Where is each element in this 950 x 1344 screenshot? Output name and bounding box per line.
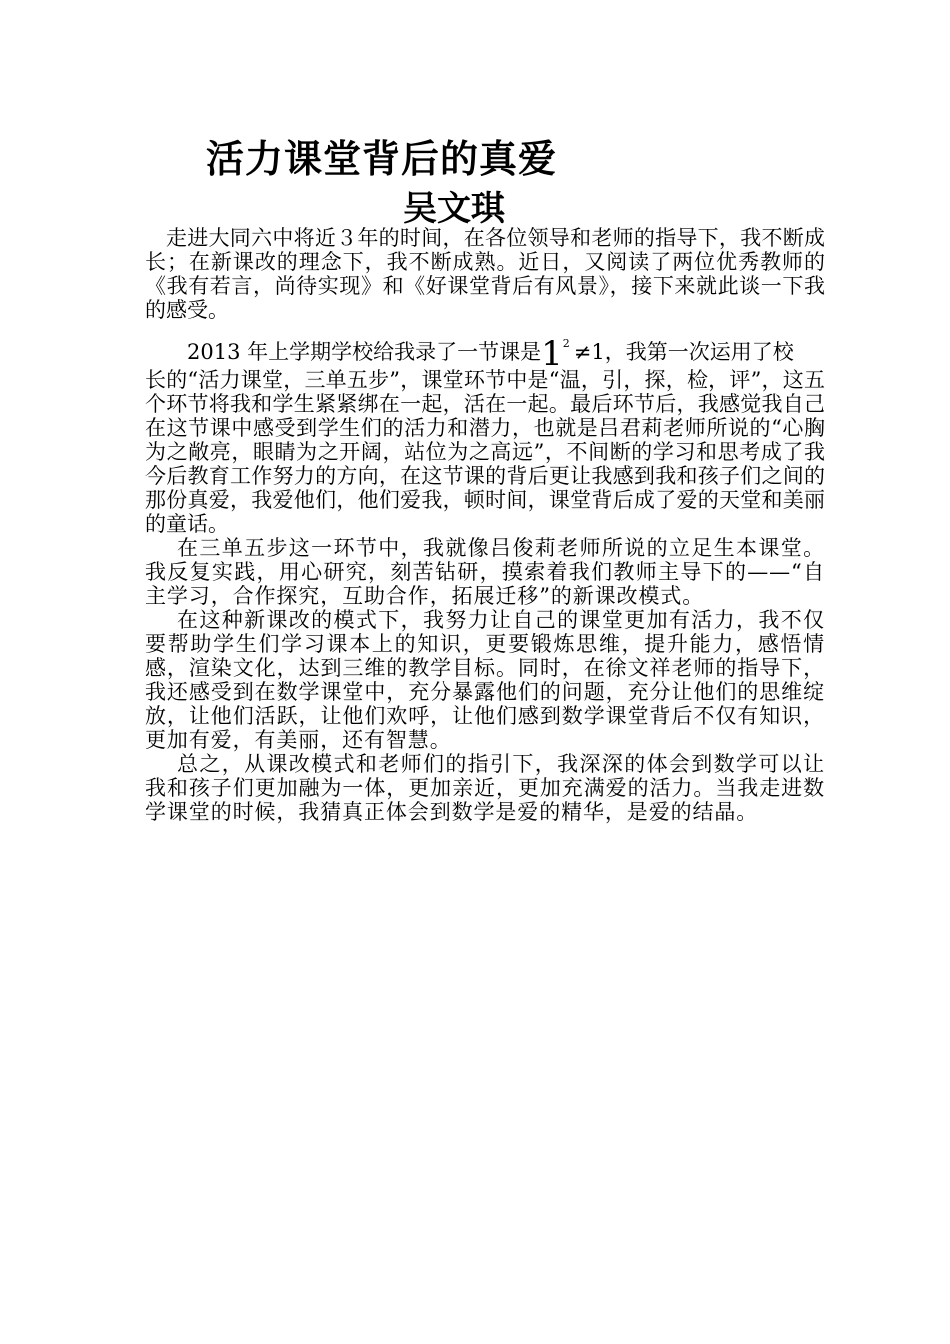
document-title: 活力课堂背后的真爱 bbox=[206, 136, 558, 181]
paragraph-2-lead: 2013 年上学期学校给我录了一节课是 bbox=[187, 340, 542, 364]
author-name: 吴文琪 bbox=[403, 189, 505, 229]
paragraph-2-rest: 长的“活力课堂，三单五步”，课堂环节中是“温，引，探，检，评”，这五个环节将我和学生紧紧绑在一起，活在一起。最后环节后，我感觉我自己在这节课中感受到学生们的活力和潜力，也就是吕君莉老师所说的“心胸为之敞亮，眼睛为之开阔，站位为之高远”，不间断的学习和思考成了我今后教育工作努力的方向，在这节课的背后更让我感到我和孩子们之间的那份真爱，我爱他们，他们爱我，顿时间，课堂背后成了爱的天堂和美丽的童话。 bbox=[145, 368, 825, 536]
paragraph-3: 在三单五步这一环节中，我就像吕俊莉老师所说的立足生本课堂。我反复实践，用心研究，刻苦钻研，摸索着我们教师主导下的——“自主学习，合作探究，互助合作，拓展迁移”的新课改模式。 bbox=[145, 536, 825, 608]
paragraph-2 bbox=[145, 328, 825, 536]
document-body bbox=[145, 226, 825, 824]
paragraph-1: 走进大同六中将近３年的时间，在各位领导和老师的指导下，我不断成长；在新课改的理念下，我不断成熟。近日，又阅读了两位优秀教师的《我有若言，尚待实现》和《好课堂背后有风景》，接下来就此谈一下我的感受。 bbox=[145, 226, 825, 322]
paragraph-2-lead-end: ≠1，我第一次运用了校 bbox=[573, 340, 794, 364]
paragraph-4: 在这种新课改的模式下，我努力让自己的课堂更加有活力，我不仅要帮助学生们学习课本上的知识，更要锻炼思维，提升能力，感悟情感，渲染文化，达到三维的教学目标。同时，在徐文祥老师的指导下，我还感受到在数学课堂中，充分暴露他们的问题，充分让他们的思维绽放，让他们活跃，让他们欢呼，让他们感到数学课堂背后不仅有知识，更加有爱，有美丽，还有智慧。 bbox=[145, 608, 825, 752]
math-base: 1 bbox=[541, 334, 563, 374]
paragraph-5: 总之，从课改模式和老师们的指引下，我深深的体会到数学可以让我和孩子们更加融为一体，更加亲近，更加充满爱的活力。当我走进数学课堂的时候，我猜真正体会到数学是爱的精华，是爱的结晶。 bbox=[145, 752, 825, 824]
math-exponent: 2 bbox=[562, 337, 570, 350]
paragraph-2-first-line bbox=[145, 328, 825, 374]
